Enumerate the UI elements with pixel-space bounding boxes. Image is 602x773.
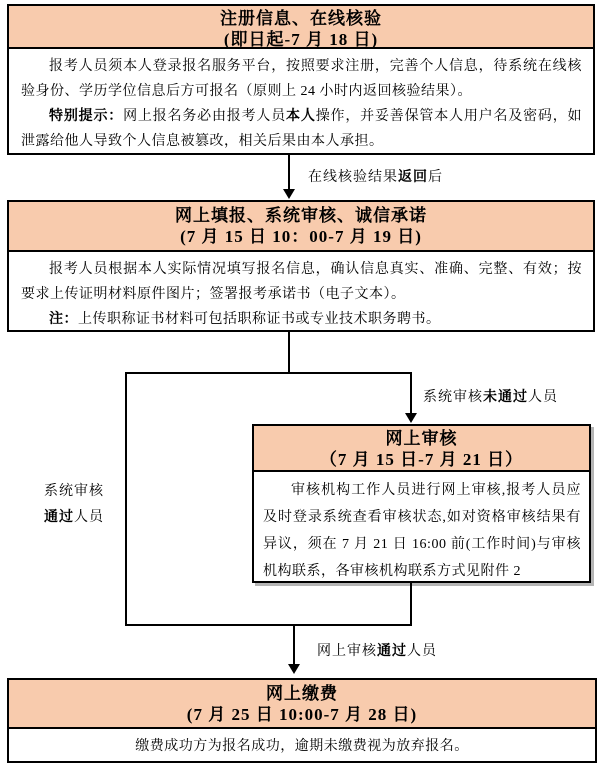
fill-paragraph-2 — [21, 307, 582, 332]
connector-split-horizontal — [125, 372, 412, 374]
edge-review-pass-text: 网上审核 — [317, 644, 377, 659]
connector-fail-right-vertical — [410, 372, 412, 415]
edge-system-pass-bold: 通过 — [44, 510, 74, 525]
register-date: (即日起-7 月 18 日) — [223, 30, 379, 49]
edge-verify-return-bold: 返回 — [398, 170, 428, 185]
edge-label-review-pass — [317, 640, 437, 660]
pay-header — [9, 680, 595, 729]
fill-paragraph-1: 报考人员根据本人实际情况填写报名信息，确认信息真实、准确、完整、有效；按要求上传证明材料原件图片；签署报考承诺书（电子文本）。 — [21, 262, 582, 302]
fill-block — [7, 200, 595, 332]
review-block — [252, 424, 591, 583]
connector-pass-left-vertical — [125, 372, 127, 626]
edge-label-verify-return — [308, 166, 443, 186]
review-body — [254, 472, 589, 585]
register-note-text-2: 操作，并妥善保管本人用户名及密码，如泄露给他人导致个人信息被篡改，相关后果由本人承担。 — [21, 109, 583, 149]
register-header — [9, 6, 593, 49]
register-block — [7, 4, 595, 155]
register-title: 注册信息、在线核验 — [220, 9, 382, 28]
register-note-text-1: 网上报名务必由报考人员 — [123, 109, 287, 124]
fill-body — [9, 252, 593, 332]
review-title: 网上审核 — [385, 429, 458, 448]
edge-system-fail-bold: 未通过 — [483, 390, 528, 405]
pay-date: (7 月 25 日 10:00-7 月 28 日) — [186, 705, 418, 724]
register-paragraph-1: 报考人员须本人登录报名服务平台，按照要求注册，完善个人信息，待系统在线核验身份、学历学位信息后方可报名（原则上 24 小时内返回核验结果）。 — [21, 59, 582, 99]
review-paragraph-1: 审核机构工作人员进行网上审核,报考人员应及时登录系统查看审核状态,如对资格审核结果有异议，须在 7 月 21 日 16:00 前(工作时间)与审核机构联系，各审核机构联系方式见附件 2 — [263, 483, 581, 579]
connector-review-down — [410, 583, 412, 625]
edge-verify-return-text: 在线核验结果 — [308, 170, 398, 185]
fill-title: 网上填报、系统审核、诚信承诺 — [175, 206, 427, 225]
edge-verify-return-post: 后 — [428, 170, 443, 185]
edge-system-pass-line1: 系统审核 — [44, 484, 104, 499]
pay-paragraph-1: 缴费成功方为报名成功，逾期未缴费视为放弃报名。 — [135, 739, 469, 754]
edge-system-pass-post: 人员 — [74, 510, 104, 525]
register-paragraph-2 — [21, 104, 582, 154]
review-date: （7 月 15 日-7 月 21 日） — [319, 450, 524, 469]
arrowhead-to-pay — [288, 664, 300, 674]
connector-fill-down — [288, 332, 290, 373]
edge-label-system-pass — [34, 479, 114, 531]
connector-merge-horizontal — [125, 624, 412, 626]
pay-body — [9, 729, 595, 759]
edge-review-pass-post: 人员 — [407, 644, 437, 659]
edge-system-fail-post: 人员 — [528, 390, 558, 405]
edge-review-pass-bold: 通过 — [377, 644, 407, 659]
edge-system-pass-line2 — [34, 505, 114, 531]
arrowhead-register-to-fill — [283, 189, 295, 199]
register-note-label: 特别提示： — [49, 109, 124, 124]
fill-header — [9, 202, 593, 252]
pay-title: 网上缴费 — [266, 684, 338, 703]
fill-note-label: 注： — [49, 312, 78, 327]
connector-register-to-fill — [288, 155, 290, 191]
register-body — [9, 49, 593, 154]
pay-block — [7, 678, 597, 763]
fill-note-text: 上传职称证书材料可包括职称证书或专业技术职务聘书。 — [78, 312, 441, 327]
edge-system-fail-text: 系统审核 — [423, 390, 483, 405]
register-note-bold: 本人 — [286, 109, 316, 124]
review-header — [254, 426, 589, 472]
edge-label-system-fail — [423, 386, 558, 406]
fill-date: (7 月 15 日 10：00-7 月 19 日) — [180, 227, 422, 246]
connector-merge-down — [293, 624, 295, 665]
arrowhead-to-review — [405, 413, 417, 423]
